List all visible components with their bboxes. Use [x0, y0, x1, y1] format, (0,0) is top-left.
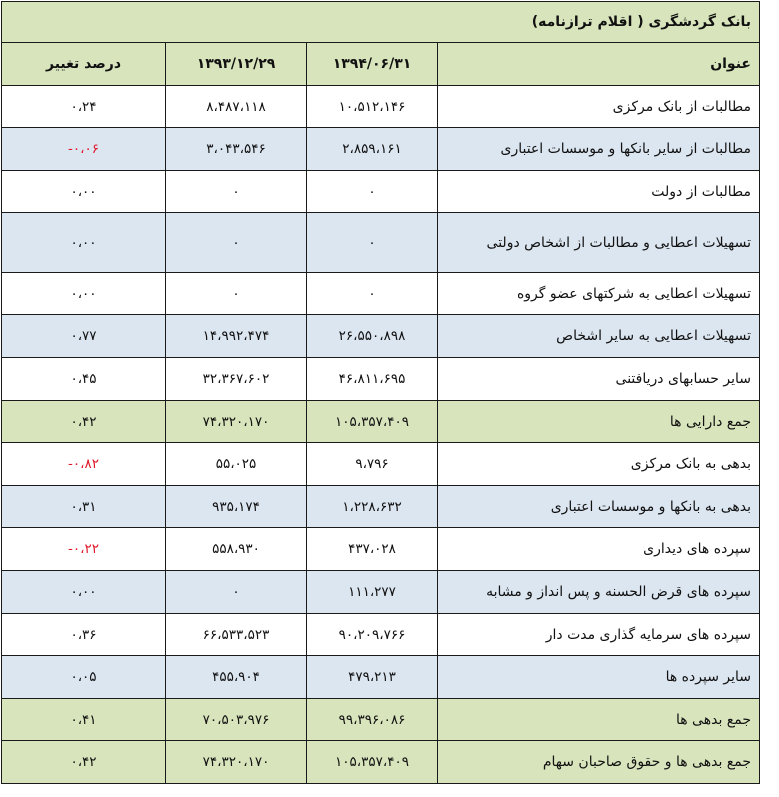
change-percent: ۰،۴۲ [2, 741, 166, 784]
value-1393: ۹۳۵،۱۷۴ [166, 486, 307, 528]
change-percent: ۰،۲۴ [2, 86, 166, 128]
row-label: جمع بدهی ها و حقوق صاحبان سهام [438, 741, 760, 784]
value-1393: ۸،۴۸۷،۱۱۸ [166, 86, 307, 128]
table-row [2, 656, 760, 699]
row-label: جمع دارایی ها [438, 401, 760, 443]
value-1393: ۵۵،۰۲۵ [166, 443, 307, 486]
row-label: جمع بدهی ها [438, 699, 760, 741]
header-row [2, 43, 760, 86]
value-1394: ۱۱۱،۲۷۷ [307, 571, 438, 614]
value-1393: ۶۶،۵۳۳،۵۲۳ [166, 614, 307, 656]
value-1394: ۰ [307, 171, 438, 213]
row-label: تسهیلات اعطایی به سایر اشخاص [438, 315, 760, 358]
change-percent: ۰،۴۱ [2, 699, 166, 741]
row-label: تسهیلات اعطایی به شرکتهای عضو گروه [438, 273, 760, 315]
table-row [2, 741, 760, 784]
row-label: مطالبات از بانک مرکزی [438, 86, 760, 128]
value-1394: ۹۰،۲۰۹،۷۶۶ [307, 614, 438, 656]
value-1394: ۰ [307, 213, 438, 273]
change-percent: ۰،۴۵ [2, 358, 166, 401]
table-title-row [2, 2, 760, 43]
value-1394: ۱۰،۵۱۲،۱۴۶ [307, 86, 438, 128]
change-percent: ۰،۳۱ [2, 486, 166, 528]
value-1393: ۷۴،۳۲۰،۱۷۰ [166, 401, 307, 443]
change-percent: ۰،۴۲ [2, 401, 166, 443]
row-label: سایر حسابهای دریافتنی [438, 358, 760, 401]
value-1394: ۱۰۵،۳۵۷،۴۰۹ [307, 741, 438, 784]
value-1394: ۹۹،۳۹۶،۰۸۶ [307, 699, 438, 741]
change-percent: ۰،۰۰ [2, 171, 166, 213]
table-row [2, 171, 760, 213]
value-1393: ۳۲،۳۶۷،۶۰۲ [166, 358, 307, 401]
table-row [2, 699, 760, 741]
table-body [2, 86, 760, 784]
table-row [2, 614, 760, 656]
value-1394: ۴۶،۸۱۱،۶۹۵ [307, 358, 438, 401]
value-1394: ۴۷۹،۲۱۳ [307, 656, 438, 699]
table-row [2, 443, 760, 486]
row-label: سپرده های دیداری [438, 528, 760, 571]
header-1393: ۱۳۹۳/۱۲/۲۹ [166, 43, 307, 86]
value-1394: ۰ [307, 273, 438, 315]
value-1394: ۱،۲۲۸،۶۳۲ [307, 486, 438, 528]
change-percent: ۰،۰۰ [2, 273, 166, 315]
table-title: بانک گردشگری ( اقلام ترازنامه) [2, 2, 760, 43]
value-1393: ۷۰،۵۰۳،۹۷۶ [166, 699, 307, 741]
value-1394: ۴۳۷،۰۲۸ [307, 528, 438, 571]
change-percent: ۰،۰۰ [2, 571, 166, 614]
header-title: عنوان [438, 43, 760, 86]
change-percent: ۰،۰۵ [2, 656, 166, 699]
row-label: سایر سپرده ها [438, 656, 760, 699]
value-1393: ۰ [166, 571, 307, 614]
value-1393: ۱۴،۹۹۲،۴۷۴ [166, 315, 307, 358]
table-row [2, 528, 760, 571]
value-1393: ۰ [166, 273, 307, 315]
balance-sheet-table [1, 1, 760, 784]
table-row [2, 358, 760, 401]
row-label: سپرده های قرض الحسنه و پس انداز و مشابه [438, 571, 760, 614]
value-1393: ۴۵۵،۹۰۴ [166, 656, 307, 699]
change-percent: ۰،۷۷ [2, 315, 166, 358]
value-1393: ۰ [166, 171, 307, 213]
value-1393: ۵۵۸،۹۳۰ [166, 528, 307, 571]
table-row [2, 273, 760, 315]
value-1394: ۹،۷۹۶ [307, 443, 438, 486]
table-row [2, 213, 760, 273]
change-percent: ۰،۰۰ [2, 213, 166, 273]
row-label: سپرده های سرمایه گذاری مدت دار [438, 614, 760, 656]
change-percent: ۰،۳۶ [2, 614, 166, 656]
table-row [2, 86, 760, 128]
value-1393: ۳،۰۴۳،۵۴۶ [166, 128, 307, 171]
row-label: تسهیلات اعطایی و مطالبات از اشخاص دولتی [438, 213, 760, 273]
table-row [2, 128, 760, 171]
value-1394: ۲،۸۵۹،۱۶۱ [307, 128, 438, 171]
row-label: مطالبات از سایر بانکها و موسسات اعتباری [438, 128, 760, 171]
table-row [2, 571, 760, 614]
row-label: مطالبات از دولت [438, 171, 760, 213]
change-percent: -۰،۲۲ [2, 528, 166, 571]
value-1394: ۱۰۵،۳۵۷،۴۰۹ [307, 401, 438, 443]
row-label: بدهی به بانک مرکزی [438, 443, 760, 486]
table-row [2, 401, 760, 443]
change-percent: -۰،۸۲ [2, 443, 166, 486]
row-label: بدهی به بانکها و موسسات اعتباری [438, 486, 760, 528]
change-percent: -۰،۰۶ [2, 128, 166, 171]
table-row [2, 315, 760, 358]
value-1393: ۷۴،۳۲۰،۱۷۰ [166, 741, 307, 784]
value-1393: ۰ [166, 213, 307, 273]
header-change-percent: درصد تغییر [2, 43, 166, 86]
value-1394: ۲۶،۵۵۰،۸۹۸ [307, 315, 438, 358]
header-1394: ۱۳۹۴/۰۶/۳۱ [307, 43, 438, 86]
table-row [2, 486, 760, 528]
